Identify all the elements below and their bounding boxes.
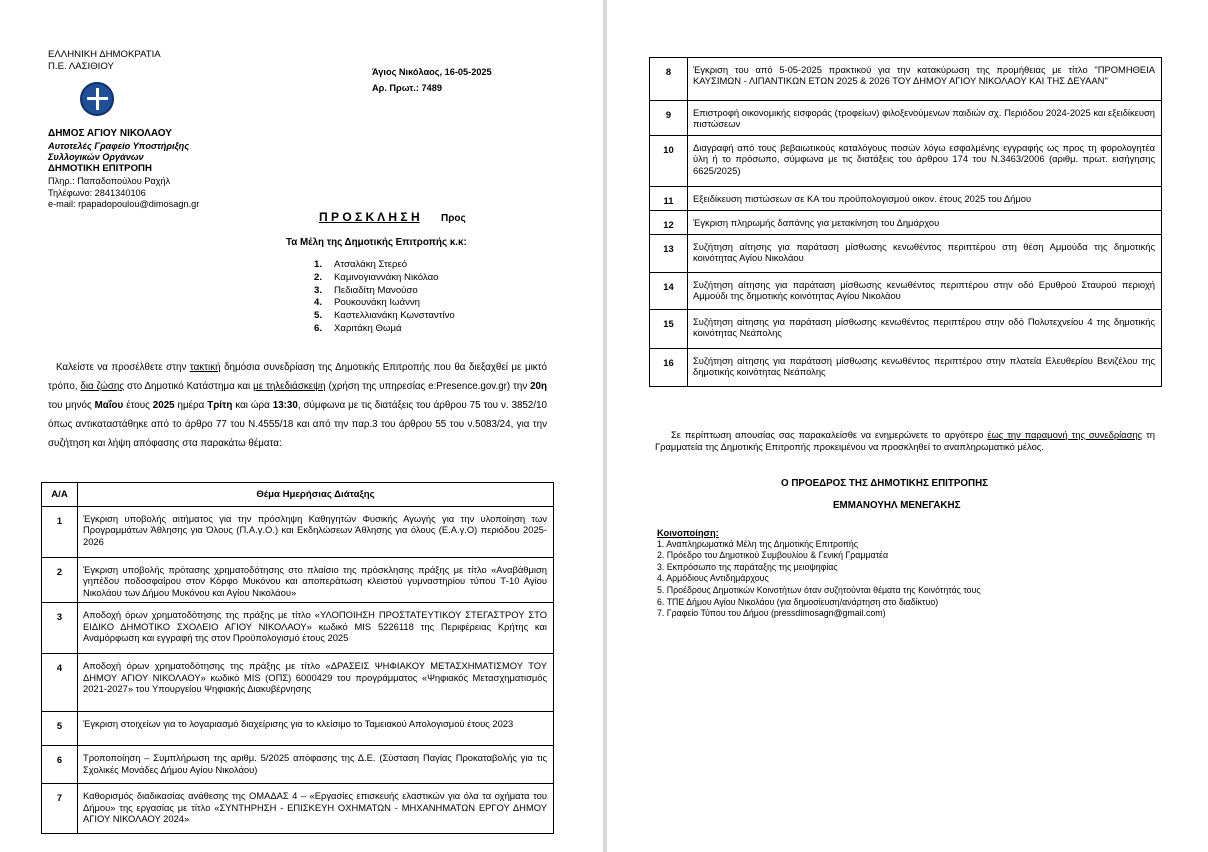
invitation-body: Καλείστε να προσέλθετε στην τακτική δημόσια συνεδρίαση της Δημοτικής Επιτροπής που θα διεξαχθεί με μικτό τρόπο, δια ζώσης στο Δημοτικό Κατάστημα και με τηλεδιάσκεψη (χρήση της υπηρεσίας e:Presence.gov.gr) την 20η του μηνός Μαΐου έτους 2025 ημέρα Τρίτη και ώρα 13:30, σύμφωνα με τις διατάξεις του άρθρου 75 του ν. 3852/10 όπως αντικαταστάθηκε από το άρθρο 77 του Ν.4555/18 και από την παρ.3 του άρθρου 55 του ν.5083/24, για την συζήτηση και λήψη απόφασης στα παρακάτω θέματα: (48, 362, 547, 449)
greek-emblem-icon (80, 82, 114, 116)
distribution-item: 5. Προέδρους Δημοτικών Κοινοτήτων όταν συζητούνται θέματα της Κοινότητάς τους (657, 584, 981, 595)
protocol-number: Αρ. Πρωτ.: 7489 (372, 83, 442, 93)
agenda-header-row (42, 483, 554, 507)
distribution-list (657, 527, 981, 620)
distribution-item: 7. Γραφείο Τύπου του Δήμου (pressdimosagn@gmail.com) (657, 608, 886, 619)
document-page-1 (0, 0, 603, 852)
recipients-heading: Τα Μέλη της Δημοτικής Επιτροπής κ.κ: (286, 237, 467, 248)
chair-title: Ο ΠΡΟΕΔΡΟΣ ΤΗΣ ΔΗΜΟΤΙΚΗΣ ΕΠΙΤΡΟΠΗΣ (781, 478, 989, 489)
agenda-row: 7 Καθορισμός διαδικασίας ανάθεσης της ΟΜΑΔΑΣ 4 – «Εργασίες επισκευής ελαστικών για όλα τα οχήματα του Δήμου» της εργασίας με τίτλο «ΣΥΝΤΗΡΗΣΗ - ΕΠΙΣΚΕΥΗ ΟΧΗΜΑΤΩΝ - ΜΗΧΑΝΗΜΑΤΩΝ ΕΡΓΟΥ ΔΗΜΟΥ ΑΓΙΟΥ ΝΙΚΟΛΑΟΥ 2024» (42, 784, 554, 834)
agenda-row: 1 Έγκριση υποβολής αιτήματος για την πρόσληψη Καθηγητών Φυσικής Αγωγής για την υλοποίηση των Προγραμμάτων Άθλησης για Όλους (Π.Α.γ.Ο.) και Εκδηλώσεων Άθλησης για όλους (Ε.Α.γ.Ο) περιόδου 2025-2026 (42, 507, 554, 558)
agenda-col-subject: Θέμα Ημερήσιας Διάταξης (78, 483, 554, 507)
office-line-1: Αυτοτελές Γραφείο Υποστήριξης (48, 141, 190, 151)
member-item: 3. Πεδιαδίτη Μανούσο (314, 284, 418, 296)
agenda-row: 6 Τροποποίηση – Συμπλήρωση της αριθμ. 5/2025 απόφασης της Δ.Ε. (Σύσταση Παγίας Προκαταβολής για τις Σχολικές Μονάδες Δήμου Αγίου Νικολάου) (42, 746, 554, 784)
agenda-row: 9 Επιστροφή οικονομικής εισφοράς (τροφείων) φιλοξενούμενων παιδιών σχ. Περιόδου 2024-2025 και εξειδίκευση πιστώσεων (650, 101, 1162, 136)
invitation-title: Π Ρ Ο Σ Κ Λ Η Σ Η (319, 210, 420, 224)
agenda-row: 2 Έγκριση υποβολής πρότασης χρηματοδότησης στο πλαίσιο της πρόσκλησης πράξης με τίτλο «Αναβάθμιση γηπέδου ποδοσφαίρου στον Κόρφο Μυκόνου και αποπεράτωση κλειστού γυμναστηρίου τύπου Τ-10 Αγίου Νικολάου των Δήμου Μυκόνου και Αγίου Νικολάου» (42, 558, 554, 603)
agenda-row: 12 Έγκριση πληρωμής δαπάνης για μετακίνηση του Δημάρχου (650, 211, 1162, 235)
agenda-row: 13 Συζήτηση αίτησης για παράταση μίσθωσης κενωθέντος περιπτέρου στη θέση Αμμούδα της δημοτικής κοινότητας Αγίου Νικολάου (650, 235, 1162, 273)
distribution-title: Κοινοποίηση: (657, 527, 719, 538)
chair-name: ΕΜΜΑΝΟΥΗΛ ΜΕΝΕΓΑΚΗΣ (833, 500, 961, 511)
agenda-row: 3 Αποδοχή όρων χρηματοδότησης της πράξης με τίτλο «ΥΛΟΠΟΙΗΣΗ ΠΡΟΣΤΑΤΕΥΤΙΚΟΥ ΣΤΕΓΑΣΤΡΟΥ ΣΤΟ ΕΙΔΙΚΟ ΔΗΜΟΤΙΚΟ ΣΧΟΛΕΙΟ ΑΓΙΟΥ ΝΙΚΟΛΑΟΥ» κωδικό MIS 5226118 της Περιφέρειας Κρήτης και Αναμόρφωση και εγγραφή της στον Προϋπολογισμό έτους 2025 (42, 603, 554, 654)
closing-note: Σε περίπτωση απουσίας σας παρακαλείσθε να ενημερώνετε το αργότερο έως την παραμονή της συνεδρίασης τη Γραμματεία της Δημοτικής Επιτροπής προκειμένου να προσκληθεί το αναπληρωματικό μέλος. (655, 429, 1155, 452)
prefecture-label: Π.Ε. ΛΑΣΙΘΙΟΥ (48, 61, 114, 72)
agenda-row: 10 Διαγραφή από τους βεβαιωτικούς καταλόγους ποσών λόγω εσφαλμένης εγγραφής ως προς τη φορολογητέα ύλη ή το πρόσωπο, σύμφωνα με τις διατάξεις του άρθρου 174 του Ν.3463/2006 (αριθμ. πρωτ. εισήγησης 6625/2025) (650, 136, 1162, 187)
agenda-row: 14 Συζήτηση αίτησης για παράταση μίσθωσης κενωθέντος περιπτέρου στην οδό Ερυθρού Σταυρού περιοχή Αμμούδι της δημοτικής κοινότητας Αγίου Νικολάου (650, 273, 1162, 310)
member-item: 6. Χαριτάκη Θωμά (314, 322, 402, 334)
member-item: 5. Καστελλιανάκη Κωνσταντίνο (314, 310, 455, 322)
agenda-table (41, 482, 554, 834)
agenda-row: 5 Έγκριση στοιχείων για το λογαριασμό διαχείρισης για το κλείσιμο το Ταμειακού Απολογισμού έτους 2023 (42, 712, 554, 746)
committee-name: ΔΗΜΟΤΙΚΗ ΕΠΙΤΡΟΠΗ (48, 163, 152, 174)
agenda-row: 8 Έγκριση του από 5-05-2025 πρακτικού για την κατακύρωση της προμήθειας με τίτλο "ΠΡΟΜΗΘΕΙΑ ΚΑΥΣΙΜΩΝ - ΛΙΠΑΝΤΙΚΩΝ ΕΤΩΝ 2025 & 2026 ΤΟΥ ΔΗΜΟΥ ΑΓΙΟΥ ΝΙΚΟΛΑΟΥ ΚΑΙ ΤΗΣ ΔΕΥΑΑΝ" (650, 58, 1162, 101)
agenda-table-continued (649, 57, 1162, 387)
agenda-col-num: Α/Α (42, 483, 78, 507)
distribution-item: 4. Αρμόδιους Αντιδημάρχους (657, 573, 769, 584)
member-item: 1. Ατσαλάκη Στερεό (314, 259, 408, 270)
agenda-row: 11 Εξειδίκευση πιστώσεων σε ΚΑ του προϋπολογισμού οικον. έτους 2025 του Δήμου (650, 187, 1162, 211)
distribution-item: 6. ΤΠΕ Δήμου Αγίου Νικολάου (για δημοσίευση/ανάρτηση στο διαδίκτυο) (657, 596, 939, 607)
distribution-item: 2. Πρόεδρο του Δημοτικού Συμβουλίου & Γενική Γραμματέα (657, 550, 889, 561)
agenda-row: 16 Συζήτηση αίτησης για παράταση μίσθωσης κενωθέντος περιπτέρου στην πλατεία Ελευθερίου Βενιζέλου της δημοτικής κοινότητας Νεάπολης (650, 349, 1162, 387)
agenda-row: 15 Συζήτηση αίτησης για παράταση μίσθωσης κενωθέντος περιπτέρου στην οδό Πολυτεχνείου 4 της δημοτικής κοινότητας Νεάπολης (650, 310, 1162, 349)
place-date: Άγιος Νικόλαος, 16-05-2025 (372, 67, 492, 77)
member-item: 4. Ρουκουνάκη Ιωάννη (314, 297, 421, 309)
members-list (314, 259, 455, 336)
contact-phone: Τηλέφωνο: 2841340106 (48, 188, 146, 198)
document-page-2 (607, 0, 1208, 852)
distribution-item: 1. Αναπληρωματικά Μέλη της Δημοτικής Επιτροπής (657, 538, 859, 549)
agenda-row: 4 Αποδοχή όρων χρηματοδότησης της πράξης με τίτλο «ΔΡΑΣΕΙΣ ΨΗΦΙΑΚΟΥ ΜΕΤΑΣΧΗΜΑΤΙΣΜΟΥ ΤΟΥ ΔΗΜΟΥ ΑΓΙΟΥ ΝΙΚΟΛΑΟΥ» κωδικό MIS (ΟΠΣ) 6000429 του προγράμματος «Ψηφιακός Μετασχηματισμός 2021-2027» του Υπουργείου Ψηφιακής Διακυβέρνησης (42, 654, 554, 712)
contact-email: e-mail: rpapadopoulou@dimosagn.gr (48, 199, 200, 209)
invitation-to: Προς (441, 213, 466, 224)
municipality-name: ΔΗΜΟΣ ΑΓΙΟΥ ΝΙΚΟΛΑΟΥ (48, 128, 172, 139)
contact-person: Πληρ.: Παπαδοπούλου Ραχήλ (48, 176, 171, 186)
republic-label: ΕΛΛΗΝΙΚΗ ΔΗΜΟΚΡΑΤΙΑ (48, 49, 161, 60)
member-item: 2. Καμινογιαννάκη Νικόλαο (314, 271, 439, 283)
office-line-2: Συλλογικών Οργάνων (48, 152, 144, 162)
distribution-item: 3. Εκπρόσωπο της παράταξης της μειοψηφίας (657, 561, 838, 572)
